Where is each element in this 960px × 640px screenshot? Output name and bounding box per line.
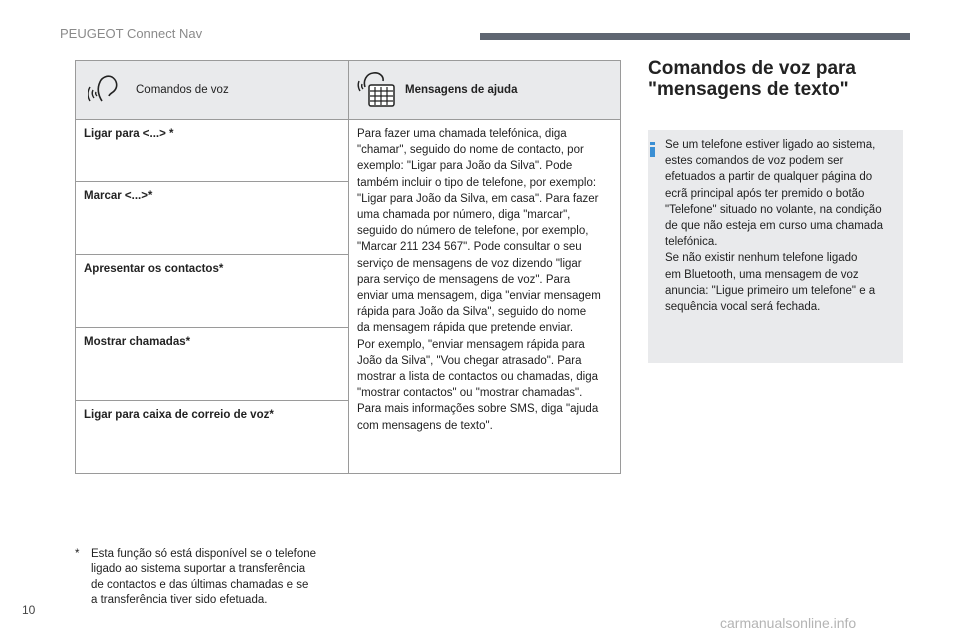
footnote-line: de contactos e das últimas chamadas e se [91, 578, 309, 591]
col1-header-label: Comandos de voz [136, 84, 229, 96]
help-line: exemplo: "Ligar para João da Silva". Pode [357, 160, 573, 173]
command-cell: Ligar para <...> * [76, 120, 349, 182]
info-icon [650, 142, 655, 157]
section-title-line: Comandos de voz para [648, 58, 856, 79]
table-header-help-messages [349, 61, 621, 120]
help-line: Por exemplo, "enviar mensagem rápida para [357, 338, 585, 351]
watermark: carmanualsonline.info [720, 615, 857, 631]
info-line: sequência vocal será fechada. [665, 301, 821, 314]
help-line: Para mais informações sobre SMS, diga "ajuda [357, 403, 599, 416]
help-line: "Marcar 211 234 567". Pode consultar o seu [357, 241, 582, 254]
table-header-voice-commands [76, 61, 349, 120]
page-number: 10 [22, 603, 36, 617]
help-line: serviço de mensagens de voz dizendo "ligar [357, 257, 582, 270]
footnote [75, 547, 345, 608]
footnote-text [91, 547, 316, 608]
help-line: enviar uma mensagem, diga "enviar mensagem [357, 290, 601, 303]
info-text [665, 137, 899, 315]
help-line: João da Silva", "Vou chegar atrasado". Para [357, 354, 582, 367]
help-line: "chamar", seguido do nome de contacto, por [357, 144, 584, 157]
help-line: com mensagens de texto". [357, 419, 493, 432]
header-bar [480, 33, 910, 40]
voice-commands-table [75, 60, 621, 474]
footnote-line: a transferência tiver sido efetuada. [91, 593, 268, 606]
col2-header-label: Mensagens de ajuda [405, 84, 518, 96]
help-message-cell [349, 120, 621, 474]
help-line: também incluir o tipo de telefone, por exemplo: [357, 176, 597, 189]
help-line: mostrar a lista de contactos ou chamadas, diga [357, 371, 598, 384]
command-cell: Apresentar os contactos* [76, 255, 349, 328]
footnote-line: Esta função só está disponível se o telefone [91, 548, 317, 560]
info-line: "Telefone" situado no volante, na condição [665, 203, 882, 216]
section-title [648, 58, 908, 100]
info-line: Se não existir nenhum telefone ligado [665, 252, 858, 265]
info-line: Se um telefone estiver ligado ao sistema, [665, 139, 876, 151]
footnote-marker: * [75, 548, 80, 560]
help-line: seguido do número de telefone, por exemplo, [357, 225, 589, 238]
voice-command-icon [88, 71, 126, 110]
help-line: Para fazer uma chamada telefónica, diga [357, 128, 567, 140]
help-line: para serviço de mensagens de voz". Para [357, 273, 571, 286]
section-title-line: "mensagens de texto" [648, 79, 849, 100]
command-cell: Mostrar chamadas* [76, 328, 349, 401]
document-header-title: PEUGEOT Connect Nav [60, 26, 203, 41]
command-cell: Marcar <...>* [76, 182, 349, 255]
info-line: de que não esteja em curso uma chamada [665, 220, 883, 233]
info-line: telefónica. [665, 236, 718, 249]
help-line: uma chamada por número, diga "marcar", [357, 209, 571, 222]
footnote-line: ligado ao sistema suportar a transferência [91, 563, 306, 576]
help-line: da mensagem rápida que pretende enviar. [357, 322, 574, 335]
info-line: em Bluetooth, uma mensagem de voz [665, 268, 859, 281]
info-line: estes comandos de voz podem ser [665, 155, 844, 168]
info-line: anuncia: "Ligue primeiro um telefone" e a [665, 284, 876, 297]
voice-help-messages-icon [357, 69, 397, 112]
help-line: "Ligar para João da Silva, em casa". Para fazer [357, 192, 599, 205]
info-box [648, 130, 903, 363]
command-cell: Ligar para caixa de correio de voz* [76, 401, 349, 474]
info-line: ecrã principal após ter premido o botão [665, 187, 865, 200]
help-line: rápida para João da Silva", seguido do nome [357, 306, 587, 319]
info-line: efetuados a partir de qualquer página do [665, 171, 873, 184]
help-line: "mostrar contactos" ou "mostrar chamadas". [357, 387, 583, 400]
